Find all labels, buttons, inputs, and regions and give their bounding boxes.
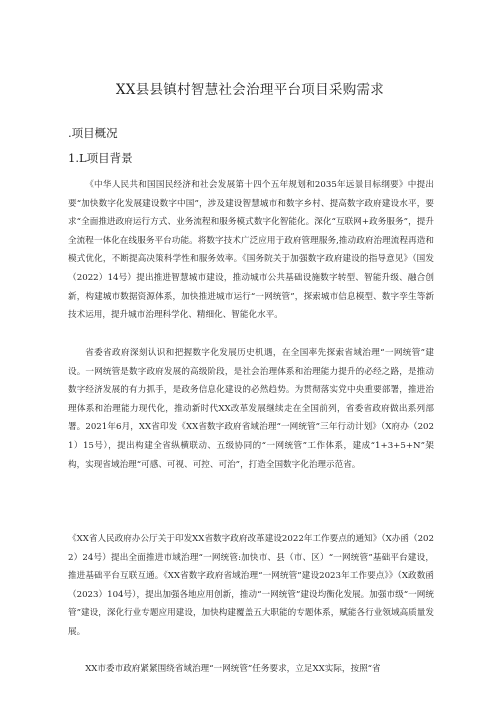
paragraph-background-2	[68, 344, 434, 474]
subsection-heading: 1.L项目背景	[68, 151, 133, 165]
paragraph-text: 《XX省人民政府办公厅关于印发XX省数字政府改革建设2022年工作要点的通知》（X办函（2022）24号）提出全面推进市域治理“一网统管:加快市、县（市、区）“一网统管”基础平台建设，推进基础平台互联互通。《XX省数字政府省域治理“一网统管”建设2023年工作要点》》（X政数函（2023）104号），提出加强各地应用创新，推动“一网统管”建设均衡化发展。加强市级“一网统管”建设，深化行业专题应用建设，加快构建覆盖五大职能的专题体系，赋能各行业领域高质量发展。	[68, 534, 434, 637]
paragraph-text: 《中华人民共和国国民经济和社会发展第十四个五年规划和2035年远景目标纲要》中提出要“加快数字化发展建设数字中国”，涉及建设智慧城市和数字乡村、提高数字政府建设水平，要求“全面推进政府运行方式、业务流程和服务模式数字化智能化。深化“互联网+政务服务”，提升全流程一体化在线服务平台功能。将数字技术广泛应用于政府管理服务,推动政府治理流程再造和模式优化，不断提高决策科学性和服务效率。《国务院关于加强数字政府建设的指导意见》（国发（2022）14号）提出推进智慧城市建设，推动城市公共基础设施数字转型、智能升级、融合创新，构建城市数据资源体系，加快推进城市运行“一网统管”，探索城市信息模型、数字孪生等新技术运用，提升城市治理科学化、精细化、智能化水平。	[68, 180, 434, 321]
document-title: XX县县镇村智慧社会治理平台项目采购需求	[115, 82, 385, 98]
paragraph-text: XX市委市政府紧紧围绕省域治理“一网统管”任务要求，立足XX实际，按照“省	[85, 664, 381, 674]
paragraph-background-3	[68, 530, 434, 642]
paragraph-text: 省委省政府深刻认识和把握数字化发展历史机遇，在全国率先探索省域治理“一网统管”建设。一网统管是数字政府发展的高级阶段，是社会治理体系和治理能力提升的必经之路，是推动数字经济发展的有力抓手，是政务信息化建设的必然趋势。为贯彻落实党中央重要部署，推进治理体系和治理能力现代化，推动新时代XX改革发展继续走在全国前列，省委省政府做出系列部署。2021年6月，XX省印发《XX省数字政府省域治理“一网统管”三年行动计划》（X府办（2021）15号），提出构建全省纵横联动、五级协同的“一网统管”工作体系，建成“1+3+5+N”架构，实现省域治理“可感、可视、可控、可治”，打造全国数字化治理示范省。	[68, 348, 434, 470]
paragraph-background-4	[68, 660, 434, 679]
paragraph-background-1	[68, 176, 434, 325]
section-heading: .项目概况	[68, 126, 118, 140]
